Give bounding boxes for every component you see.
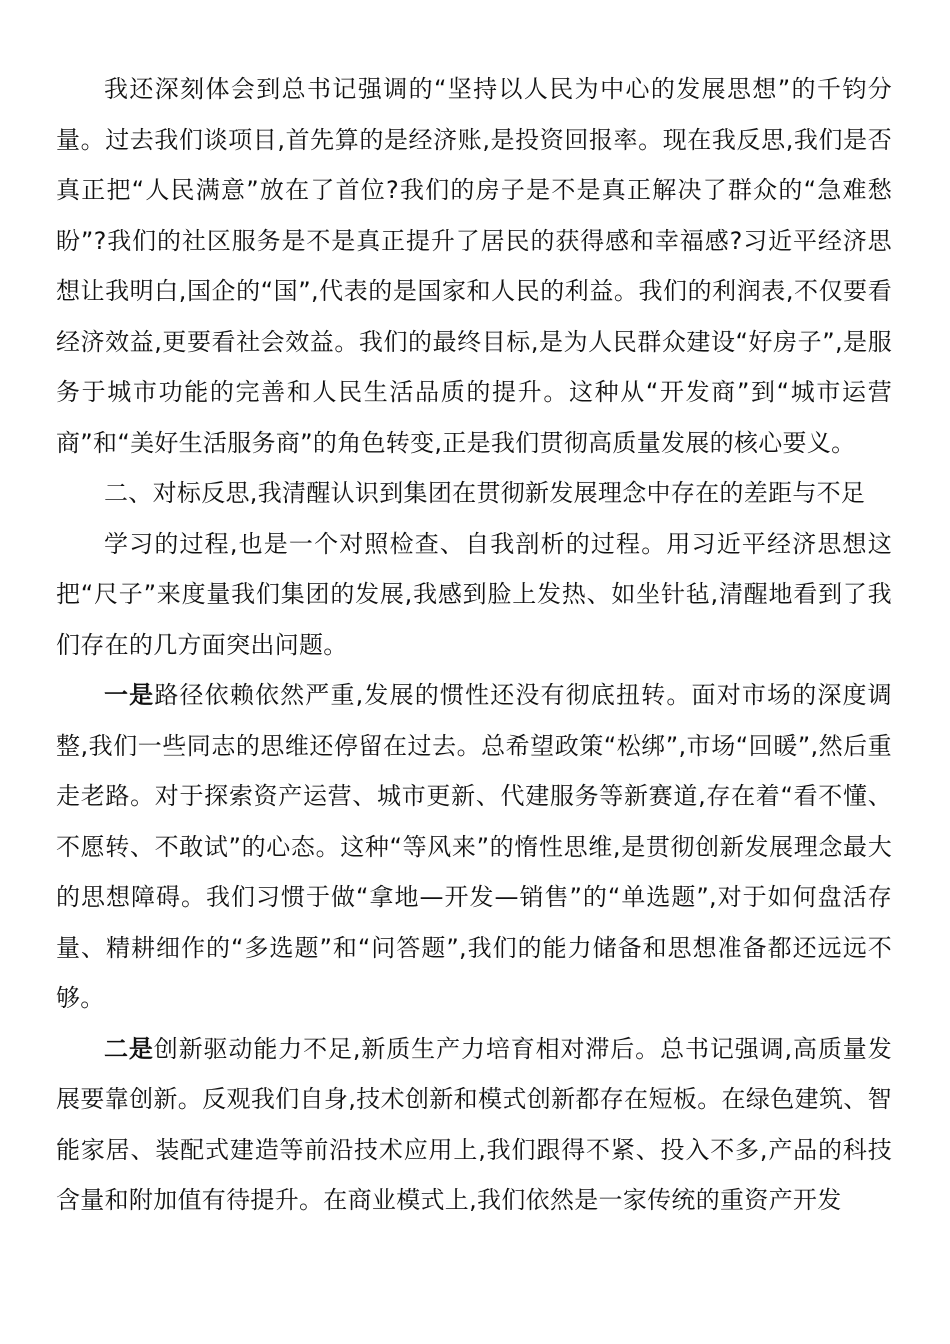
paragraph-text: 我还深刻体会到总书记强调的“坚持以人民为中心的发展思想”的千钧分量。过去我们谈项目,首先算的是经济账,是投资回报率。现在我反思,我们是否真正把“人民满意”放在了首位?我们的房子是不是真正解决了群众的“急难愁盼”?我们的社区服务是不是真正提升了居民的获得感和幸福感?习近平经济思想让我明白,国企的“国”,代表的是国家和人民的利益。我们的利润表,不仅要看经济效益,更要看社会效益。我们的最终目标,是为人民群众建设“好房子”,是服务于城市功能的完善和人民生活品质的提升。这种从“开发商”到“城市运营商”和“美好生活服务商”的角色转变,正是我们贯彻高质量发展的核心要义。 (56, 75, 892, 457)
paragraph-text: 学习的过程,也是一个对照检查、自我剖析的过程。用习近平经济思想这把“尺子”来度量我们集团的发展,我感到脸上发热、如坐针毡,清醒地看到了我们存在的几方面突出问题。 (56, 529, 892, 659)
section-heading-two (56, 468, 892, 519)
paragraph-text: 创新驱动能力不足,新质生产力培育相对滞后。总书记强调,高质量发展要靠创新。反观我们自身,技术创新和模式创新都存在短板。在绿色建筑、智能家居、装配式建造等前沿技术应用上,我们跟得不紧、投入不多,产品的科技含量和附加值有待提升。在商业模式上,我们依然是一家传统的重资产开发 (56, 1034, 892, 1214)
paragraph-lead: 二是 (104, 1034, 154, 1063)
paragraph-lead: 一是 (104, 681, 155, 709)
paragraph-issue-two (56, 1024, 892, 1226)
document-page (56, 64, 892, 1226)
paragraph-people-centered (56, 64, 892, 468)
paragraph-self-examination (56, 519, 892, 671)
section-heading-text: 二、对标反思,我清醒认识到集团在贯彻新发展理念中存在的差距与不足 (104, 479, 866, 507)
paragraph-text: 路径依赖依然严重,发展的惯性还没有彻底扭转。面对市场的深度调整,我们一些同志的思维还停留在过去。总希望政策“松绑”,市场“回暖”,然后重走老路。对于探索资产运营、城市更新、代建服务等新赛道,存在着“看不懂、不愿转、不敢试”的心态。这种“等风来”的惰性思维,是贯彻创新发展理念最大的思想障碍。我们习惯于做“拿地—开发—销售”的“单选题”,对于如何盘活存量、精耕细作的“多选题”和“问答题”,我们的能力储备和思想准备都还远远不够。 (56, 681, 892, 1012)
paragraph-issue-one (56, 670, 892, 1024)
